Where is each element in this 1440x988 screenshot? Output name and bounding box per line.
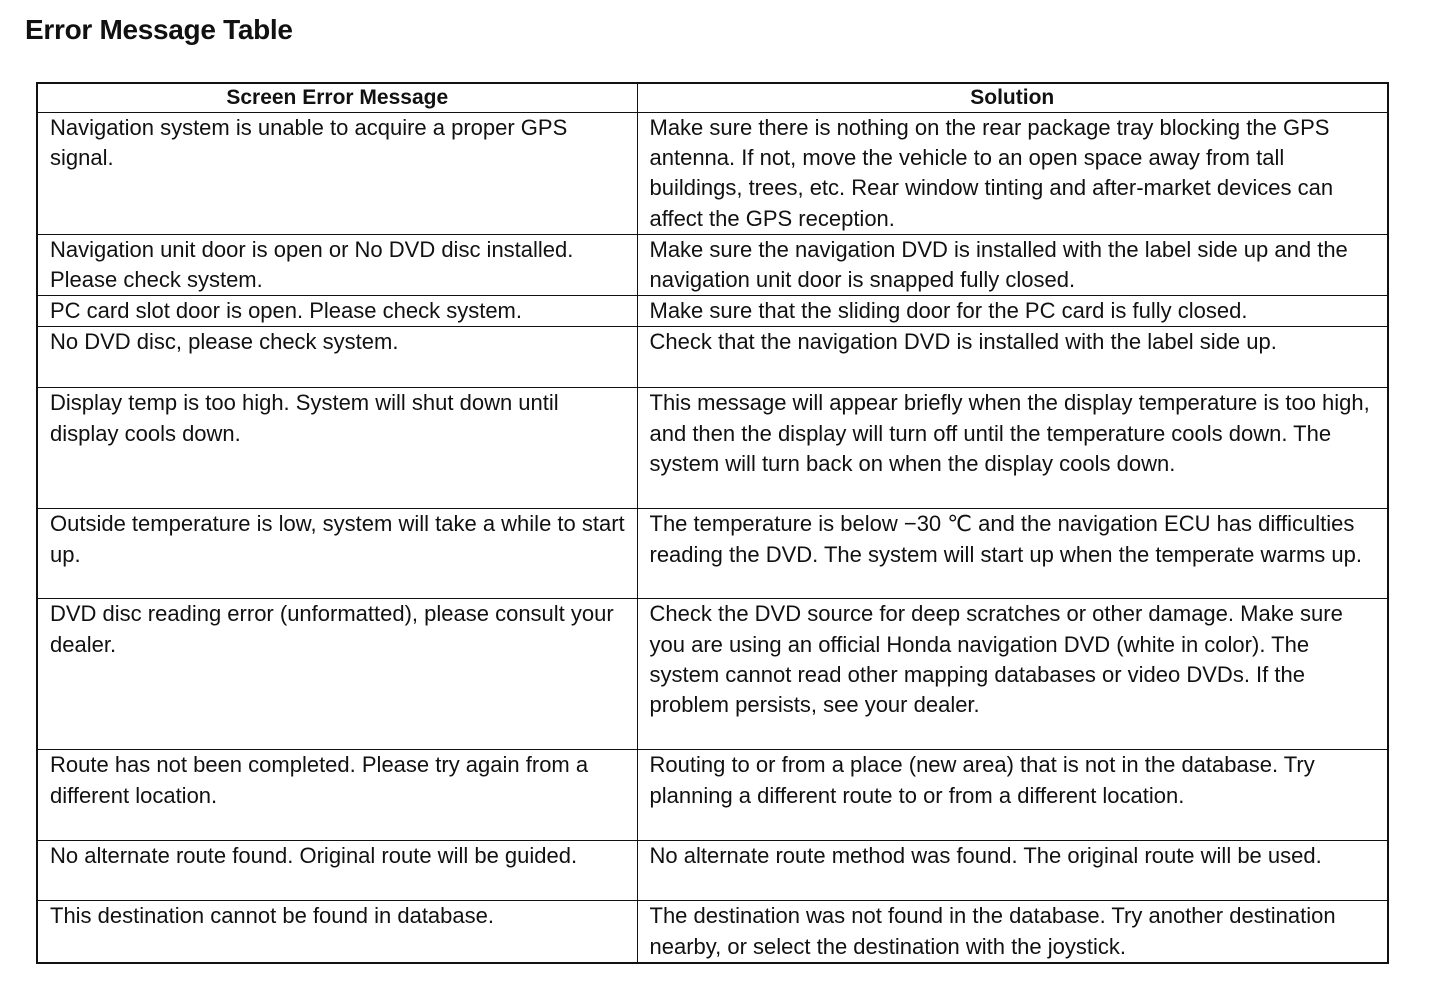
solution-cell: Check the DVD source for deep scratches or other damage. Make sure you are using an official Honda navigation DVD (white in color). The system cannot read other mapping databases or video DVDs. If the problem persists, see your dealer.	[637, 599, 1388, 750]
error-message-cell: Outside temperature is low, system will take a while to start up.	[37, 509, 637, 599]
table-row	[37, 296, 1388, 327]
error-message-cell: No alternate route found. Original route will be guided.	[37, 841, 637, 901]
error-message-cell: Navigation system is unable to acquire a proper GPS signal.	[37, 113, 637, 235]
error-message-cell: PC card slot door is open. Please check system.	[37, 296, 637, 327]
table-row	[37, 599, 1388, 750]
table-header-row	[37, 83, 1388, 113]
solution-cell: The temperature is below −30 ℃ and the navigation ECU has difficulties reading the DVD. The system will start up when the temperate warms up.	[637, 509, 1388, 599]
table-row	[37, 113, 1388, 235]
header-solution: Solution	[637, 83, 1388, 113]
page-title: Error Message Table	[25, 14, 293, 45]
error-message-cell: Display temp is too high. System will shut down until display cools down.	[37, 388, 637, 509]
solution-cell: The destination was not found in the database. Try another destination nearby, or select the destination with the joystick.	[637, 901, 1388, 963]
error-message-cell: No DVD disc, please check system.	[37, 327, 637, 388]
error-message-cell: Route has not been completed. Please try again from a different location.	[37, 750, 637, 841]
solution-cell: No alternate route method was found. The original route will be used.	[637, 841, 1388, 901]
error-message-cell: This destination cannot be found in database.	[37, 901, 637, 963]
header-screen-error-message: Screen Error Message	[37, 83, 637, 113]
table-row	[37, 841, 1388, 901]
solution-cell: Make sure the navigation DVD is installed with the label side up and the navigation unit door is snapped fully closed.	[637, 234, 1388, 295]
table-row	[37, 388, 1388, 509]
table-row	[37, 327, 1388, 388]
table-row	[37, 509, 1388, 599]
solution-cell: Routing to or from a place (new area) that is not in the database. Try planning a different route to or from a different location.	[637, 750, 1388, 841]
error-message-cell: Navigation unit door is open or No DVD disc installed. Please check system.	[37, 234, 637, 295]
error-message-cell: DVD disc reading error (unformatted), please consult your dealer.	[37, 599, 637, 750]
error-message-table	[36, 82, 1389, 964]
solution-cell: Make sure that the sliding door for the PC card is fully closed.	[637, 296, 1388, 327]
table-row	[37, 750, 1388, 841]
table-row	[37, 901, 1388, 963]
solution-cell: This message will appear briefly when the display temperature is too high, and then the display will turn off until the temperature cools down. The system will turn back on when the display cools down.	[637, 388, 1388, 509]
solution-cell: Check that the navigation DVD is installed with the label side up.	[637, 327, 1388, 388]
solution-cell: Make sure there is nothing on the rear package tray blocking the GPS antenna. If not, move the vehicle to an open space away from tall buildings, trees, etc. Rear window tinting and after-market devices can affect the GPS reception.	[637, 113, 1388, 235]
table-row	[37, 234, 1388, 295]
